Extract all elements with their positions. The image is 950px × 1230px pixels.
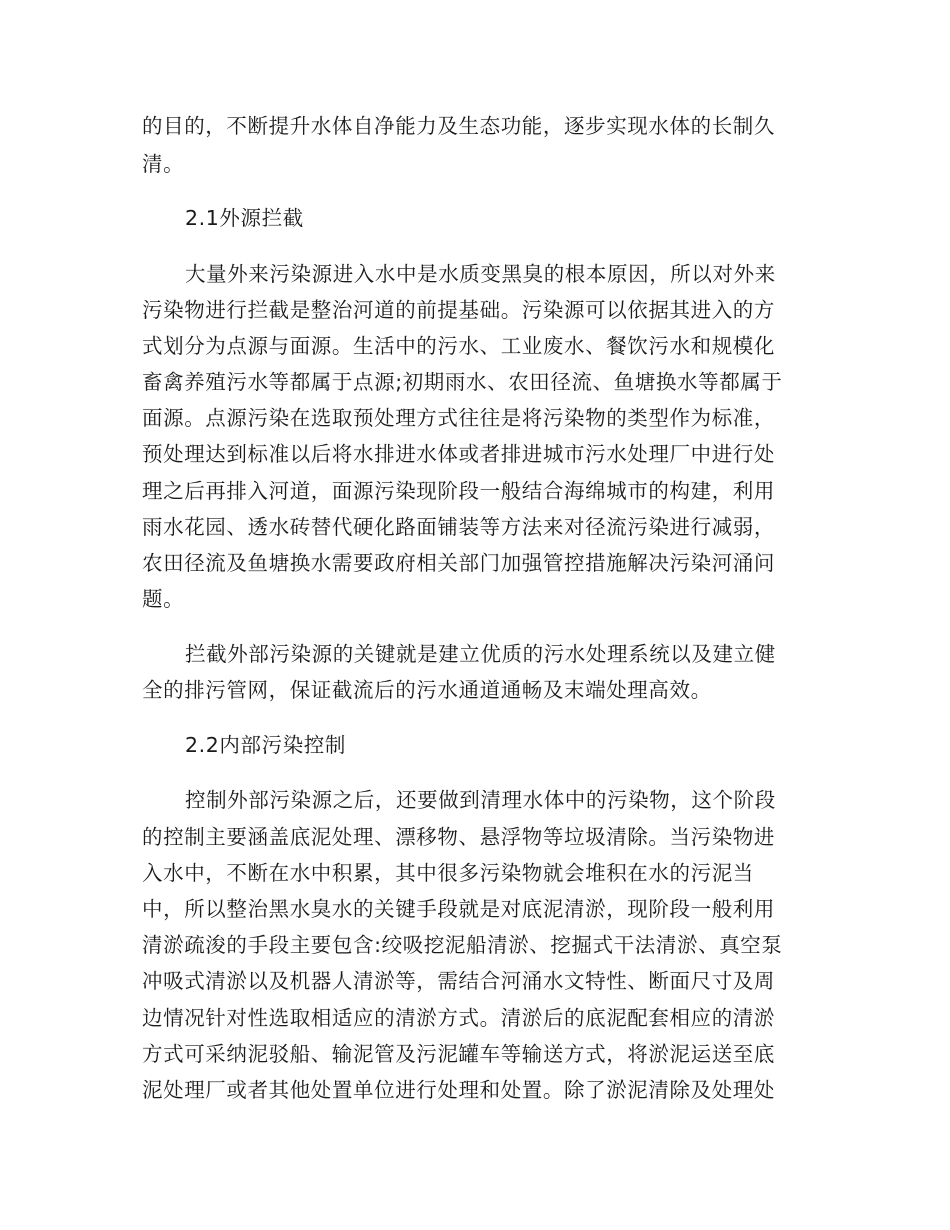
paragraph-line: 冲吸式清淤以及机器人清淤等，需结合河涌水文特性、断面尺寸及周	[142, 969, 775, 993]
paragraph-line: 农田径流及鱼塘换水需要政府相关部门加强管控措施解决污染河涌问	[142, 551, 775, 575]
paragraph-line: 雨水花园、透水砖替代硬化路面铺装等方法来对径流污染进行减弱，	[142, 515, 775, 539]
paragraph-line: 理之后再排入河道，面源污染现阶段一般结合海绵城市的构建，利用	[142, 479, 775, 503]
paragraph-line: 污染物进行拦截是整治河道的前提基础。污染源可以依据其进入的方	[142, 298, 775, 322]
paragraph-line: 边情况针对性选取相适应的清淤方式。清淤后的底泥配套相应的清淤	[142, 1006, 775, 1030]
paragraph-line: 大量外来污染源进入水中是水质变黑臭的根本原因，所以对外来	[185, 262, 776, 286]
paragraph-line: 的控制主要涵盖底泥处理、漂移物、悬浮物等垃圾清除。当污染物进	[142, 825, 775, 849]
paragraph-line: 题。	[142, 587, 185, 611]
paragraph-line: 泥处理厂或者其他处置单位进行处理和处置。除了淤泥清除及处理处	[142, 1078, 775, 1102]
paragraph-line: 预处理达到标准以后将水排进水体或者排进城市污水处理厂中进行处	[142, 442, 775, 466]
paragraph-line: 畜禽养殖污水等都属于点源;初期雨水、农田径流、鱼塘换水等都属于	[142, 370, 783, 394]
paragraph-line: 的目的，不断提升水体自净能力及生态功能，逐步实现水体的长制久	[142, 114, 775, 138]
paragraph-line: 清。	[142, 152, 185, 176]
paragraph-line: 控制外部污染源之后，还要做到清理水体中的污染物，这个阶段	[185, 788, 776, 812]
section-heading-2-2: 2.2内部污染控制	[185, 733, 347, 757]
paragraph-line: 面源。点源污染在选取预处理方式往往是将污染物的类型作为标准，	[142, 406, 775, 430]
paragraph-line: 全的排污管网，保证截流后的污水通道通畅及末端处理高效。	[142, 678, 712, 702]
paragraph-line: 方式可采纳泥驳船、输泥管及污泥罐车等输送方式，将淤泥运送至底	[142, 1042, 775, 1066]
paragraph-line: 式划分为点源与面源。生活中的污水、工业废水、餐饮污水和规模化	[142, 334, 775, 358]
section-heading-2-1: 2.1外源拦截	[185, 206, 304, 230]
paragraph-line: 拦截外部污染源的关键就是建立优质的污水处理系统以及建立健	[185, 642, 776, 666]
paragraph-line: 清淤疏浚的手段主要包含:绞吸挖泥船清淤、挖掘式干法清淤、真空泵	[142, 933, 783, 957]
paragraph-line: 入水中，不断在水中积累，其中很多污染物就会堆积在水的污泥当	[142, 861, 754, 885]
paragraph-line: 中，所以整治黑水臭水的关键手段就是对底泥清淤，现阶段一般利用	[142, 897, 775, 921]
